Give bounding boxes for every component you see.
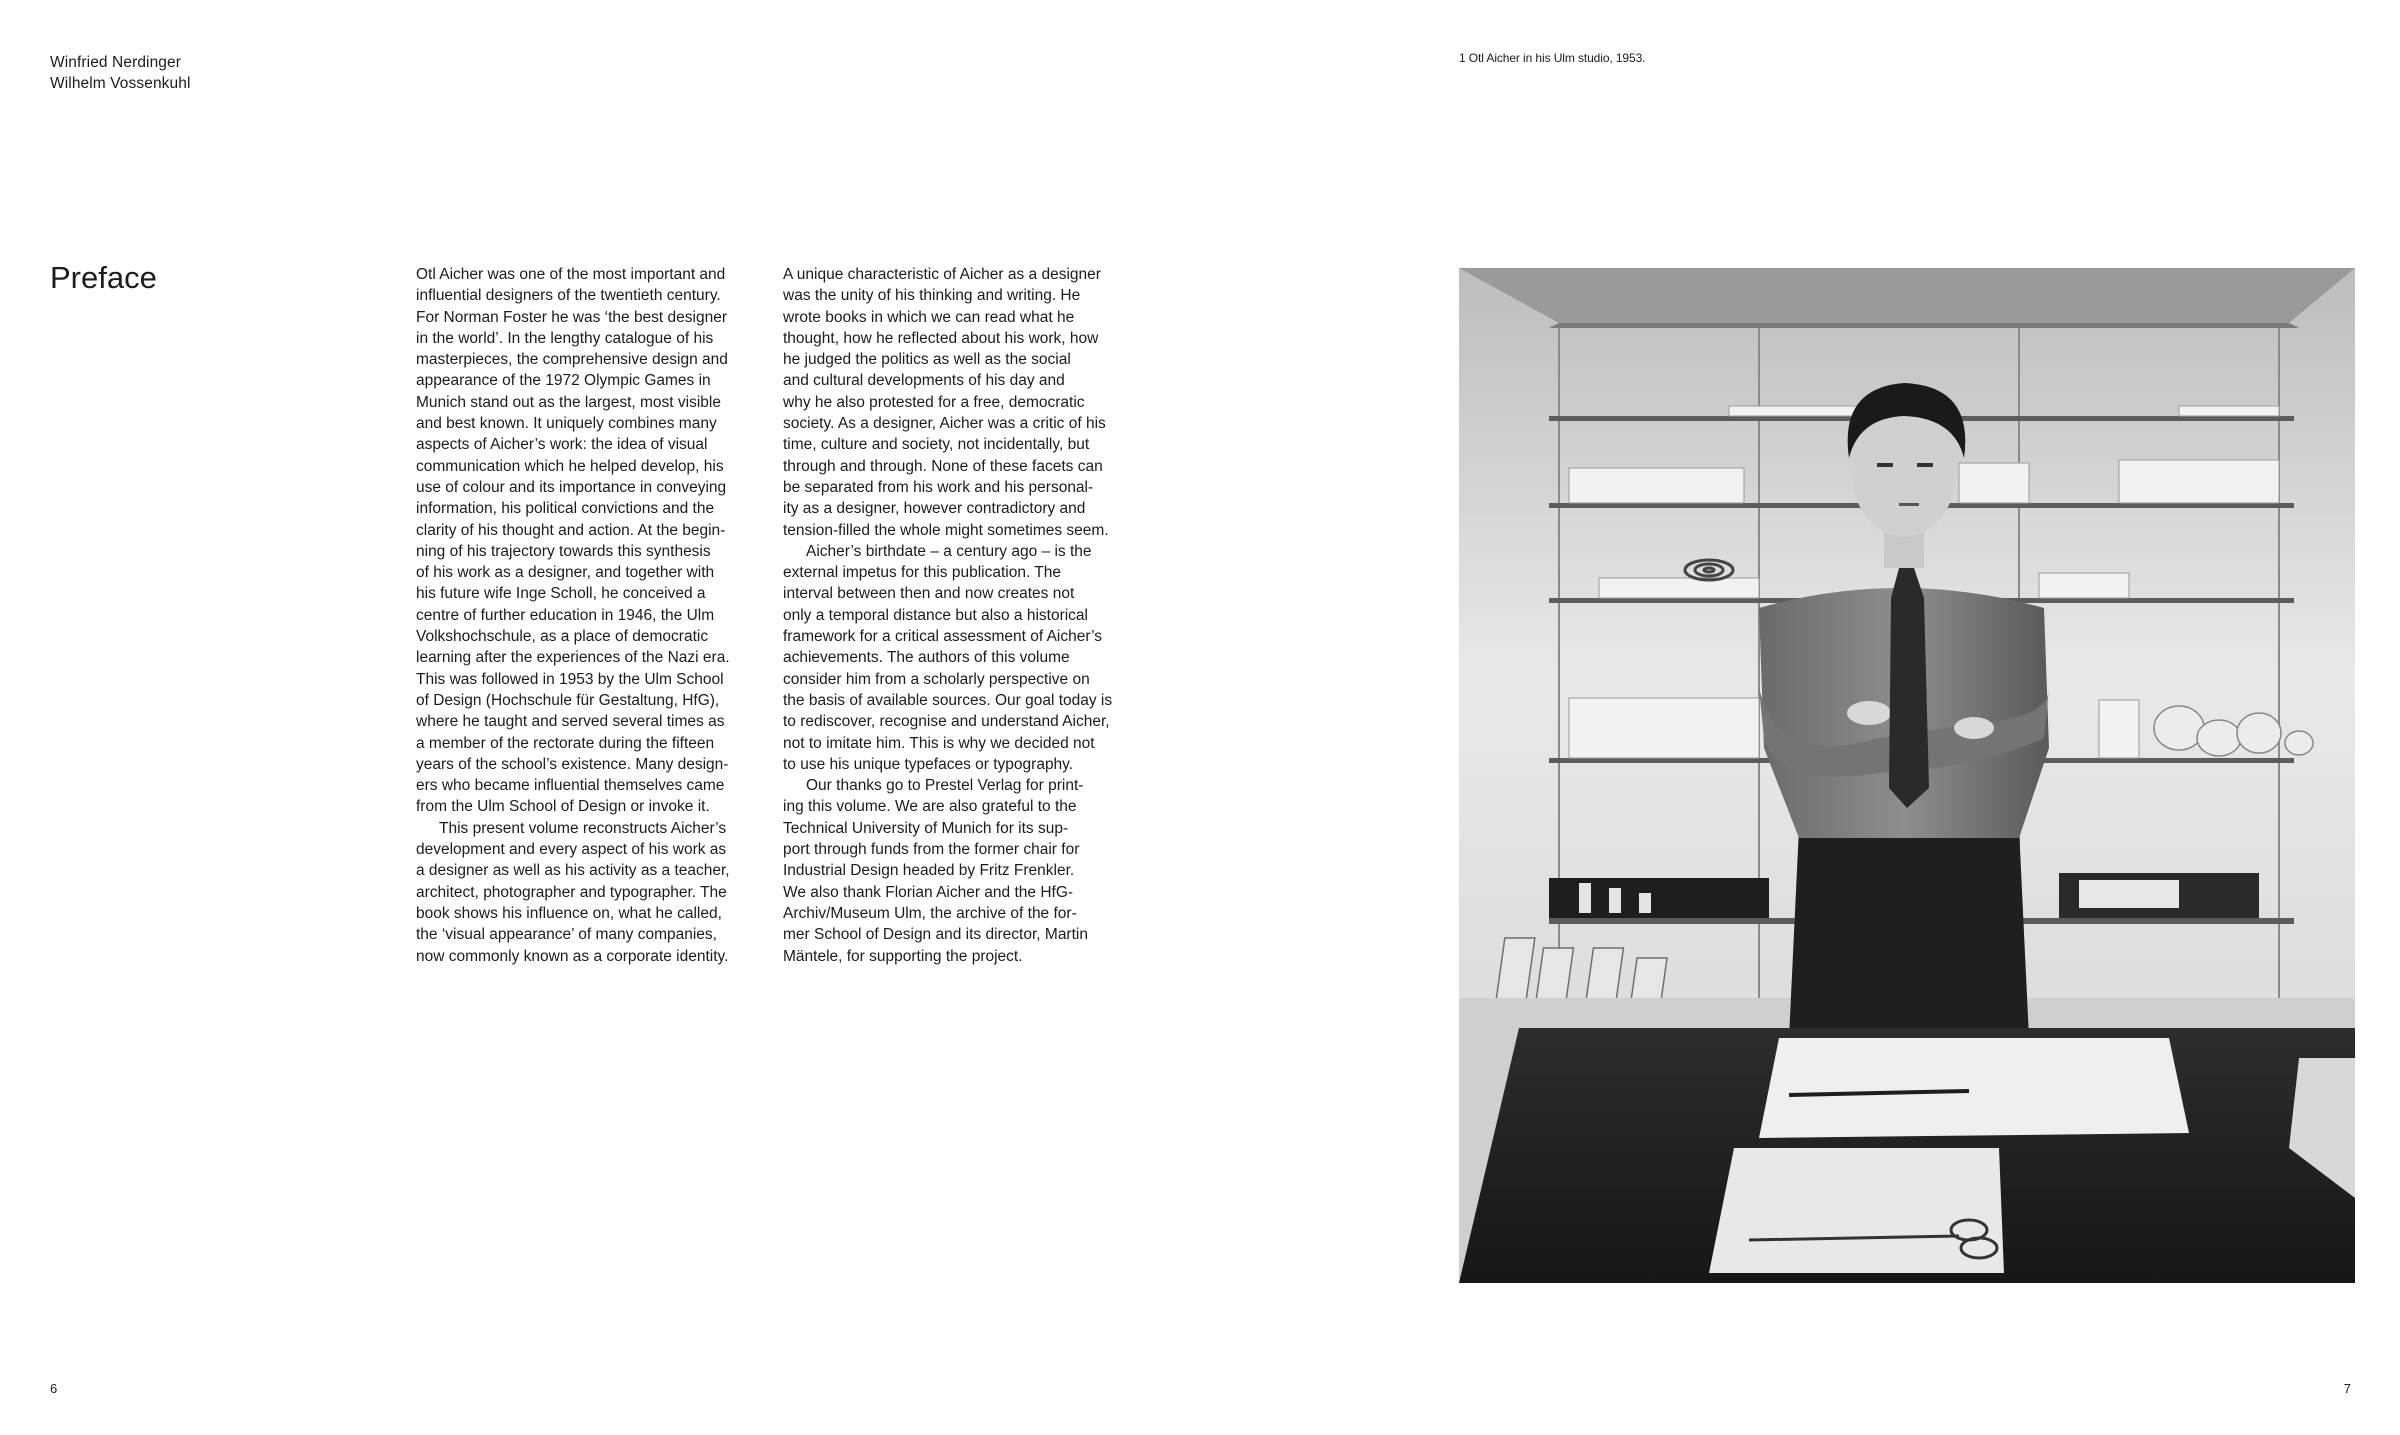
text-line: and best known. It uniquely combines many (416, 415, 717, 433)
text-line: clarity of his thought and action. At the begin- (416, 521, 726, 539)
page-number: 6 (50, 1381, 58, 1396)
text-line: Mäntele, for supporting the project. (783, 947, 1023, 965)
text-line: centre of further education in 1946, the Ulm (416, 606, 715, 624)
text-line: Industrial Design headed by Fritz Frenkler. (783, 862, 1075, 880)
text-line: development and every aspect of his work as (416, 841, 727, 859)
text-line: society. As a designer, Aicher was a critic of his (783, 415, 1106, 433)
figure-caption: 1 Otl Aicher in his Ulm studio, 1953. (1459, 51, 1646, 65)
text-line: Our thanks go to Prestel Verlag for print- (806, 777, 1084, 795)
text-line: information, his political convictions and the (416, 500, 715, 518)
right-page (1200, 0, 2400, 1435)
text-line: mer School of Design and its director, Martin (783, 926, 1088, 944)
text-line: This was followed in 1953 by the Ulm School (416, 670, 724, 688)
text-line: communication which he helped develop, his (416, 457, 724, 475)
text-line: ers who became influential themselves came (416, 777, 725, 795)
text-line: A unique characteristic of Aicher as a designer (783, 266, 1101, 283)
text-line: framework for a critical assessment of Aicher’s (783, 628, 1103, 646)
text-line: appearance of the 1972 Olympic Games in (416, 372, 711, 390)
page-number: 7 (2343, 1381, 2351, 1396)
text-line: wrote books in which we can read what he (783, 308, 1075, 326)
text-line: to rediscover, recognise and understand Aicher, (783, 713, 1110, 731)
text-line: achievements. The authors of this volume (783, 649, 1070, 667)
text-line: years of the school’s existence. Many design- (416, 755, 729, 773)
text-line: the basis of available sources. Our goal today is (783, 691, 1113, 709)
text-line: he judged the politics as well as the social (783, 351, 1071, 369)
text-line: Archiv/Museum Ulm, the archive of the for- (783, 904, 1077, 922)
text-line: time, culture and society, not incidentally, but (783, 436, 1090, 454)
text-line: in the world’. In the lengthy catalogue of his (416, 329, 714, 347)
text-line: For Norman Foster he was ‘the best designer (416, 308, 727, 326)
text-line: why he also protested for a free, democratic (783, 393, 1085, 411)
text-line: Aicher’s birthdate – a century ago – is the (806, 542, 1092, 560)
text-line: through and through. None of these facets can (783, 457, 1103, 475)
text-line: Munich stand out as the largest, most visible (416, 393, 721, 411)
text-line: use of colour and its importance in conveying (416, 478, 727, 496)
text-line: Volkshochschule, as a place of democratic (416, 628, 709, 646)
text-line: masterpieces, the comprehensive design and (416, 351, 728, 369)
text-line: of Design (Hochschule für Gestaltung, HfG), (416, 691, 720, 709)
text-line: port through funds from the former chair for (783, 841, 1080, 859)
text-line: and cultural developments of his day and (783, 372, 1065, 390)
text-line: now commonly known as a corporate identity. (416, 947, 729, 965)
text-line: consider him from a scholarly perspective on (783, 670, 1090, 688)
text-line: where he taught and served several times as (416, 713, 725, 731)
text-line: Otl Aicher was one of the most important and (416, 266, 726, 283)
text-line: ity as a designer, however contradictory and (783, 500, 1086, 518)
text-line: his future wife Inge Scholl, he conceived a (416, 585, 706, 603)
text-line: interval between then and now creates not (783, 585, 1075, 603)
author-name: Wilhelm Vossenkuhl (50, 75, 191, 92)
text-column-2 (783, 264, 1133, 967)
text-line: was the unity of his thinking and writing. He (783, 287, 1081, 305)
text-line: from the Ulm School of Design or invoke it. (416, 798, 710, 816)
page-title: Preface (50, 260, 157, 295)
photo-illustration (1459, 268, 2355, 1283)
text-line: ing this volume. We are also grateful to the (783, 798, 1077, 816)
text-line: book shows his influence on, what he called, (416, 904, 722, 922)
text-line: We also thank Florian Aicher and the HfG- (783, 883, 1074, 901)
text-line: a designer as well as his activity as a teacher, (416, 862, 730, 880)
text-line: only a temporal distance but also a historical (783, 606, 1088, 624)
text-line: not to imitate him. This is why we decided not (783, 734, 1095, 752)
text-line: ning of his trajectory towards this synthesis (416, 542, 711, 560)
text-column-1 (416, 264, 766, 967)
text-line: This present volume reconstructs Aicher’s (439, 819, 727, 837)
text-line: of his work as a designer, and together with (416, 564, 715, 582)
text-line: influential designers of the twentieth century. (416, 287, 721, 305)
text-line: aspects of Aicher’s work: the idea of visual (416, 436, 708, 454)
text-line: thought, how he reflected about his work, how (783, 329, 1099, 347)
text-line: the ‘visual appearance’ of many companies, (416, 926, 717, 944)
text-line: learning after the experiences of the Nazi era. (416, 649, 730, 667)
text-line: architect, photographer and typographer. The (416, 883, 727, 901)
figure-photo (1459, 268, 2355, 1283)
text-line: tension-filled the whole might sometimes seem. (783, 521, 1109, 539)
text-line: a member of the rectorate during the fifteen (416, 734, 715, 752)
text-line: Technical University of Munich for its sup- (783, 819, 1069, 837)
author-name: Winfried Nerdinger (50, 54, 182, 71)
text-line: external impetus for this publication. The (783, 564, 1062, 582)
authors-block (50, 52, 191, 94)
text-line: to use his unique typefaces or typography. (783, 755, 1074, 773)
text-line: be separated from his work and his personal- (783, 478, 1094, 496)
